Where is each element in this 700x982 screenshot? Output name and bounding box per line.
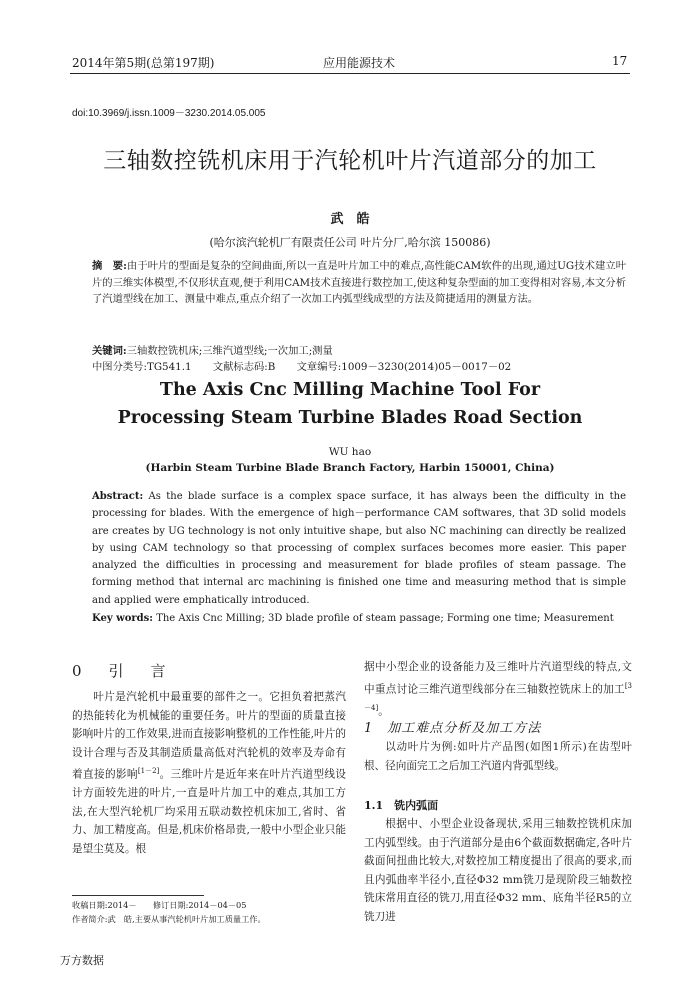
journal-name: 应用能源技术 (323, 56, 396, 70)
abstract-zh-label: 摘 要: (92, 260, 127, 272)
page-number: 17 (612, 54, 628, 68)
footnote-author: 作者简介:武 皓,主要从事汽轮机叶片加工质量工作。 (72, 914, 266, 924)
right-col-text: 据中小型企业的设备能力及三维叶片汽道型线的特点,文中重点讨论三维汽道型线部分在三轴数控铣床上的加工 (364, 661, 632, 696)
title-en-line1: The Axis Cnc Milling Machine Tool For (159, 380, 541, 400)
citation-ref-2: [3－4] (364, 681, 632, 712)
abstract-en-label: Abstract: (92, 491, 144, 502)
title-zh: 三轴数控铣机床用于汽轮机叶片汽道部分的加工 (103, 148, 597, 174)
section-1-paragraph: 以动叶片为例:如叶片产品图(如图1所示)在齿型叶根、径向面完工之后加工汽道内背弧型线。 (364, 741, 632, 772)
document-code: 文献标志码:B (212, 361, 276, 373)
journal-issue: 2014年第5期(总第197期) (72, 56, 215, 70)
abstract-zh-text: 由于叶片的型面是复杂的空间曲面,所以一直是叶片加工中的难点,高性能CAM软件的出现,通过UG技术建立叶片的三维实体模型,不仅形状直观,便于利用CAM技术直接进行数控加工,使这种复杂型面的加工变得相对容易,本文分析了汽道型线在加工、测量中难点,重点介绍了一次加工内弧型线成型的方法及简捷适用的测量方法。 (92, 260, 626, 305)
article-number: 文章编号:1009－3230(2014)05－0017－02 (296, 361, 512, 373)
intro-text: 叶片是汽轮机中最重要的部件之一。它担负着把蒸汽的热能转化为机械能的重要任务。叶片的型面的质量直接影响叶片的工作效果,进而直接影响整机的工作性能,叶片的设计合理与否及其制造质量高低对汽轮机的效率及寿命有着直接的影响 (72, 691, 346, 781)
title-en (0, 376, 700, 432)
keywords-zh-text: 三轴数控铣机床;三维汽道型线;一次加工;测量 (126, 345, 333, 357)
section-1-1-heading: 1.1 铣内弧面 (364, 799, 439, 812)
footnote-received: 收稿日期:2014－ 修订日期:2014－04－05 (72, 900, 247, 910)
citation-ref-1: [1－2] (137, 767, 160, 775)
keywords-en-label: Key words: (92, 613, 153, 624)
abstract-en-text: As the blade surface is a complex space surface, it has always been the difficulty in the processing for blades. With the emergence of high－performance CAM softwares, that 3D solid models are creates by UG technology is not only intuitive shape, but also NC machining can directly be realized by using CAM technology so that processing of complex surfaces becomes more easier. This paper analyzed the difficulties in processing and measurement for blade profiles of steam passage. The forming method that internal arc machining is finished one time and measuring method that is simple and applied were emphatically introduced. (92, 491, 626, 606)
keywords-zh-label: 关键词: (92, 345, 127, 357)
abstract-en (92, 488, 626, 609)
intro-paragraph (72, 688, 346, 858)
right-col-paragraph (364, 658, 632, 721)
section-1-1-paragraph: 根据中、小型企业设备现状,采用三轴数控铣机床加工内弧型线。由于汽道部分是由6个截面数据确定,各叶片截面间扭曲比较大,对数控加工精度提出了很高的要求,而且内弧曲率半径小,直径Φ32 mm铣刀是现阶段三轴数控铣床常用直径的铣刀,用直径Φ32 mm、底角半径R5的立铣刀进 (364, 818, 632, 923)
header-rule (70, 73, 630, 74)
clc-number: 中图分类号:TG541.1 (92, 361, 192, 373)
right-col-end: 。 (378, 705, 389, 718)
intro-text-cont: 。三维叶片是近年来在叶片汽道型线设计方面较先进的叶片,一直是叶片加工中的难点,其加工方法,在大型汽轮机厂均采用五联动数控机床加工,省时、省力、加工精度高。但是,机床价格昂贵,一般中小型企业只能是望尘莫及。根 (72, 768, 347, 855)
affiliation-en: (Harbin Steam Turbine Blade Branch Factory, Harbin 150001, China) (145, 462, 555, 474)
section-1-heading: 1 加工难点分析及加工方法 (364, 721, 542, 736)
footer-watermark: 万方数据 (60, 955, 104, 967)
author-en: WU hao (328, 446, 372, 458)
section-0-heading: 0 引 言 (72, 662, 172, 680)
keywords-en (92, 610, 626, 627)
footnote-rule (72, 895, 204, 896)
classification-line (92, 358, 626, 373)
keywords-zh (92, 342, 626, 357)
title-en-line2: Processing Steam Turbine Blades Road Section (117, 408, 583, 428)
affiliation-zh: (哈尔滨汽轮机厂有限责任公司 叶片分厂,哈尔滨 150086) (209, 236, 491, 249)
keywords-en-text: The Axis Cnc Milling; 3D blade profile of steam passage; Forming one time; Measurement (156, 613, 614, 624)
abstract-zh (92, 258, 626, 308)
doi: doi:10.3969/j.issn.1009－3230.2014.05.005 (72, 108, 266, 119)
author-zh: 武 皓 (330, 212, 370, 227)
